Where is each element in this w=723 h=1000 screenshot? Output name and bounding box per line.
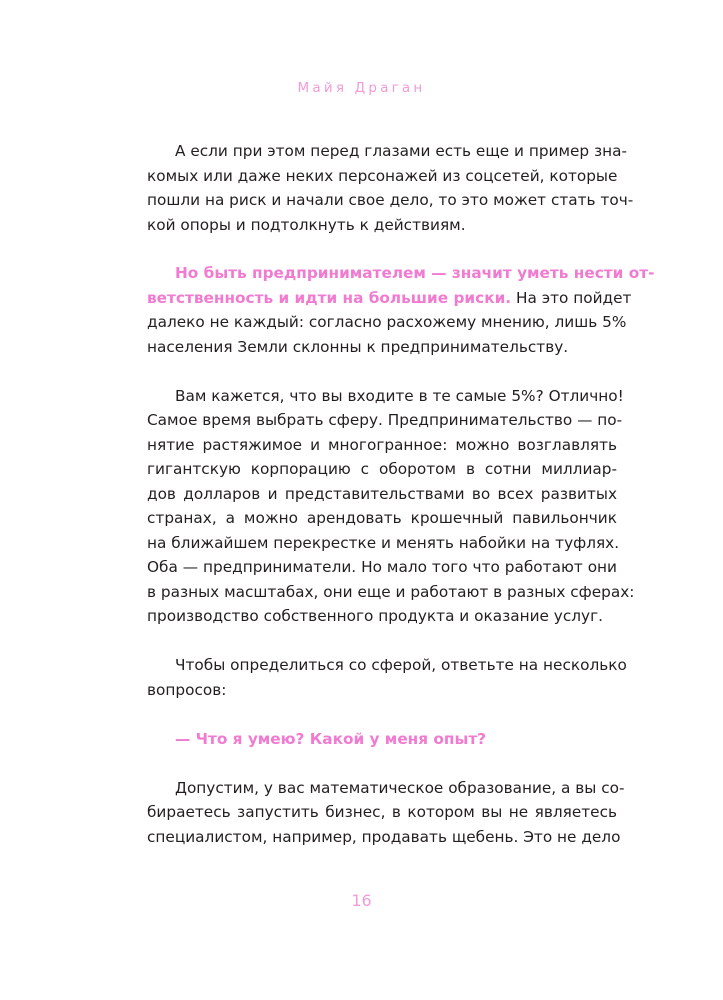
- text-line: нятие растяжимое и многогранное: можно возглавлять: [147, 435, 617, 454]
- text-line: Вам кажется, что вы входите в те самые 5%? Отлично!: [175, 386, 624, 405]
- text-line: пошли на риск и начали свое дело, то это может стать точ-: [147, 191, 634, 209]
- body-text: [147, 139, 655, 874]
- highlight-text: ветственность и идти на большие риски.: [147, 288, 512, 307]
- text-line: населения Земли склонны к предпринимательству.: [147, 337, 569, 356]
- text-line: в разных масштабах, они еще и работают в разных сферах:: [147, 582, 635, 601]
- paragraph-highlighted: [147, 261, 655, 359]
- text-line: дов долларов и представительствами во всех развитых: [147, 484, 617, 503]
- text-line: специалистом, например, продавать щебень. Это не дело: [147, 827, 621, 846]
- question-heading: [147, 727, 617, 752]
- text-line: Чтобы определиться со сферой, ответьте на несколько: [175, 656, 627, 674]
- text-line: гигантскую корпорацию с оборотом в сотни миллиар-: [147, 460, 617, 478]
- text-line: кой опоры и подтолкнуть к действиям.: [147, 215, 466, 234]
- text-line: вопросов:: [147, 680, 227, 699]
- regular-text: На это пойдет: [511, 288, 632, 307]
- text-line: на ближайшем перекрестке и менять набойки на туфлях.: [147, 533, 620, 552]
- running-head: Майя Драган: [297, 80, 426, 96]
- text-line: бираетесь запустить бизнес, в котором вы не являетесь: [147, 803, 617, 821]
- paragraph: [147, 384, 635, 629]
- text-line: Самое время выбрать сферу. Предпринимательство — по-: [147, 411, 623, 429]
- text-line: комых или даже неких персонажей из соцсетей, которые: [147, 166, 618, 185]
- text-line: [147, 261, 655, 286]
- text-line: производство собственного продукта и оказание услуг.: [147, 607, 604, 625]
- text-line: странах, а можно арендовать крошечный павильончик: [147, 509, 617, 527]
- text-line: А если при этом перед глазами есть еще и пример зна-: [175, 142, 628, 160]
- paragraph: [147, 139, 634, 237]
- text-line: далеко не каждый: согласно расхожему мнению, лишь 5%: [147, 313, 627, 331]
- text-line: Оба — предприниматели. Но мало того что работают они: [147, 558, 617, 576]
- text-line: Допустим, у вас математическое образование, а вы со-: [175, 778, 625, 797]
- paragraph: [147, 776, 625, 850]
- question-text: — Что я умею? Какой у меня опыт?: [175, 729, 487, 748]
- paragraph: [147, 653, 627, 702]
- highlight-text: Но быть предпринимателем — значит уметь нести от-: [175, 264, 655, 282]
- text-line: [147, 286, 632, 311]
- page-number: 16: [351, 891, 372, 910]
